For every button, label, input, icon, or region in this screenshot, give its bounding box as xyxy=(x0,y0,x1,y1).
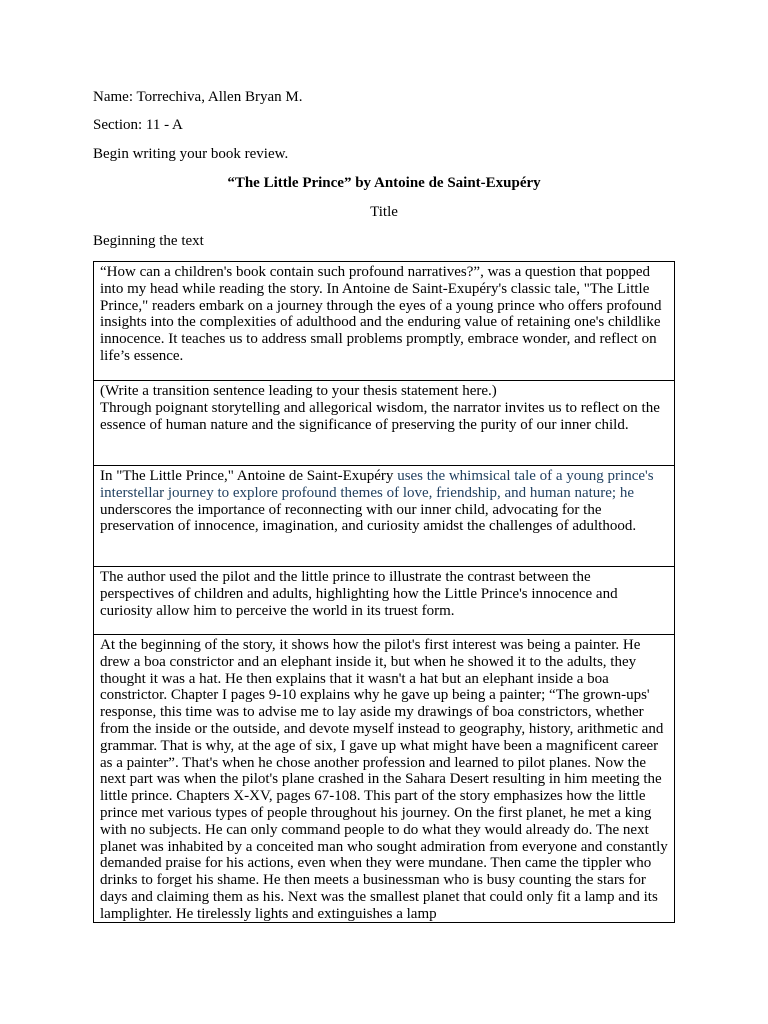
section-label: Section: 11 - A xyxy=(93,117,183,133)
student-name: Name: Torrechiva, Allen Bryan M. xyxy=(93,89,303,105)
transition-prompt: (Write a transition sentence leading to your thesis statement here.) xyxy=(100,383,497,399)
author-intent-box xyxy=(93,567,675,635)
intro-box xyxy=(93,261,675,381)
beginning-label: Beginning the text xyxy=(93,233,204,249)
author-intent-text: The author used the pilot and the little prince to illustrate the contrast between the perspectives of children and adults, highlighting how the Little Prince's innocence and curiosity allow him to perceive the world in its truest form. xyxy=(100,569,618,619)
instruction-text: Begin writing your book review. xyxy=(93,146,289,162)
summary-box xyxy=(93,635,675,923)
summary-text: At the beginning of the story, it shows how the pilot's first interest was being a painter. He drew a boa constrictor and an elephant inside it, but when he showed it to the adults, they thought it was a hat. He then explains that it wasn't a hat but an elephant inside a boa constrictor. Chapter I pages 9-10 explains why he gave up being a painter; “The grown-ups' response, this time was to advise me to lay aside my drawings of boa constrictors, whether from the inside or the outside, and devote myself instead to geography, history, arithmetic and grammar. That is why, at the age of six, I gave up what might have been a magnificent career as a painter”. That's when he chose another profession and learned to pilot planes. Now the next part was when the pilot's plane crashed in the Sahara Desert resulting in him meeting the little prince. Chapters X-XV, pages 67-108. This part of the story emphasizes how the little prince met various types of people throughout his journey. On the first planet, he met a king with no subjects. He can only command people to do what they would already do. The next planet was inhabited by a conceited man who sought admiration from everyone and constantly demanded praise for his actions, even when they were mundane. Then came the tippler who drinks to forget his shame. He then meets a businessman who is busy counting the stars for days and claiming them as his. Next was the smallest planet that could only fit a lamp and its lamplighter. He tirelessly lights and extinguishes a lamp xyxy=(100,637,668,922)
thesis-start: In "The Little Prince," Antoine de Saint-Exupéry xyxy=(100,468,398,484)
thesis-box xyxy=(93,466,675,567)
transition-box xyxy=(93,381,675,466)
intro-text: “How can a children's book contain such profound narratives?”, was a question that popped into my head while reading the story. In Antoine de Saint-Exupéry's classic tale, "The Little Prince," readers embark on a journey through the eyes of a young prince who offers profound insights into the complexities of adulthood and the enduring value of retaining one's childlike innocence. It teaches us to address small problems promptly, embrace wonder, and reflect on life’s essence. xyxy=(100,264,662,364)
transition-text: Through poignant storytelling and allegorical wisdom, the narrator invites us to reflect on the essence of human nature and the significance of preserving the purity of our inner child. xyxy=(100,399,660,433)
title-caption: Title xyxy=(370,204,398,220)
thesis-text xyxy=(100,468,668,535)
review-boxes xyxy=(93,261,675,923)
thesis-end: underscores the importance of reconnecting with our inner child, advocating for the preservation of innocence, imagination, and curiosity amidst the challenges of adulthood. xyxy=(100,501,637,535)
thesis-highlight: uses the whimsical tale of a young prince's interstellar journey to explore profound themes of love, friendship, and human nature; he xyxy=(100,468,654,501)
book-title: “The Little Prince” by Antoine de Saint-Exupéry xyxy=(227,175,541,191)
